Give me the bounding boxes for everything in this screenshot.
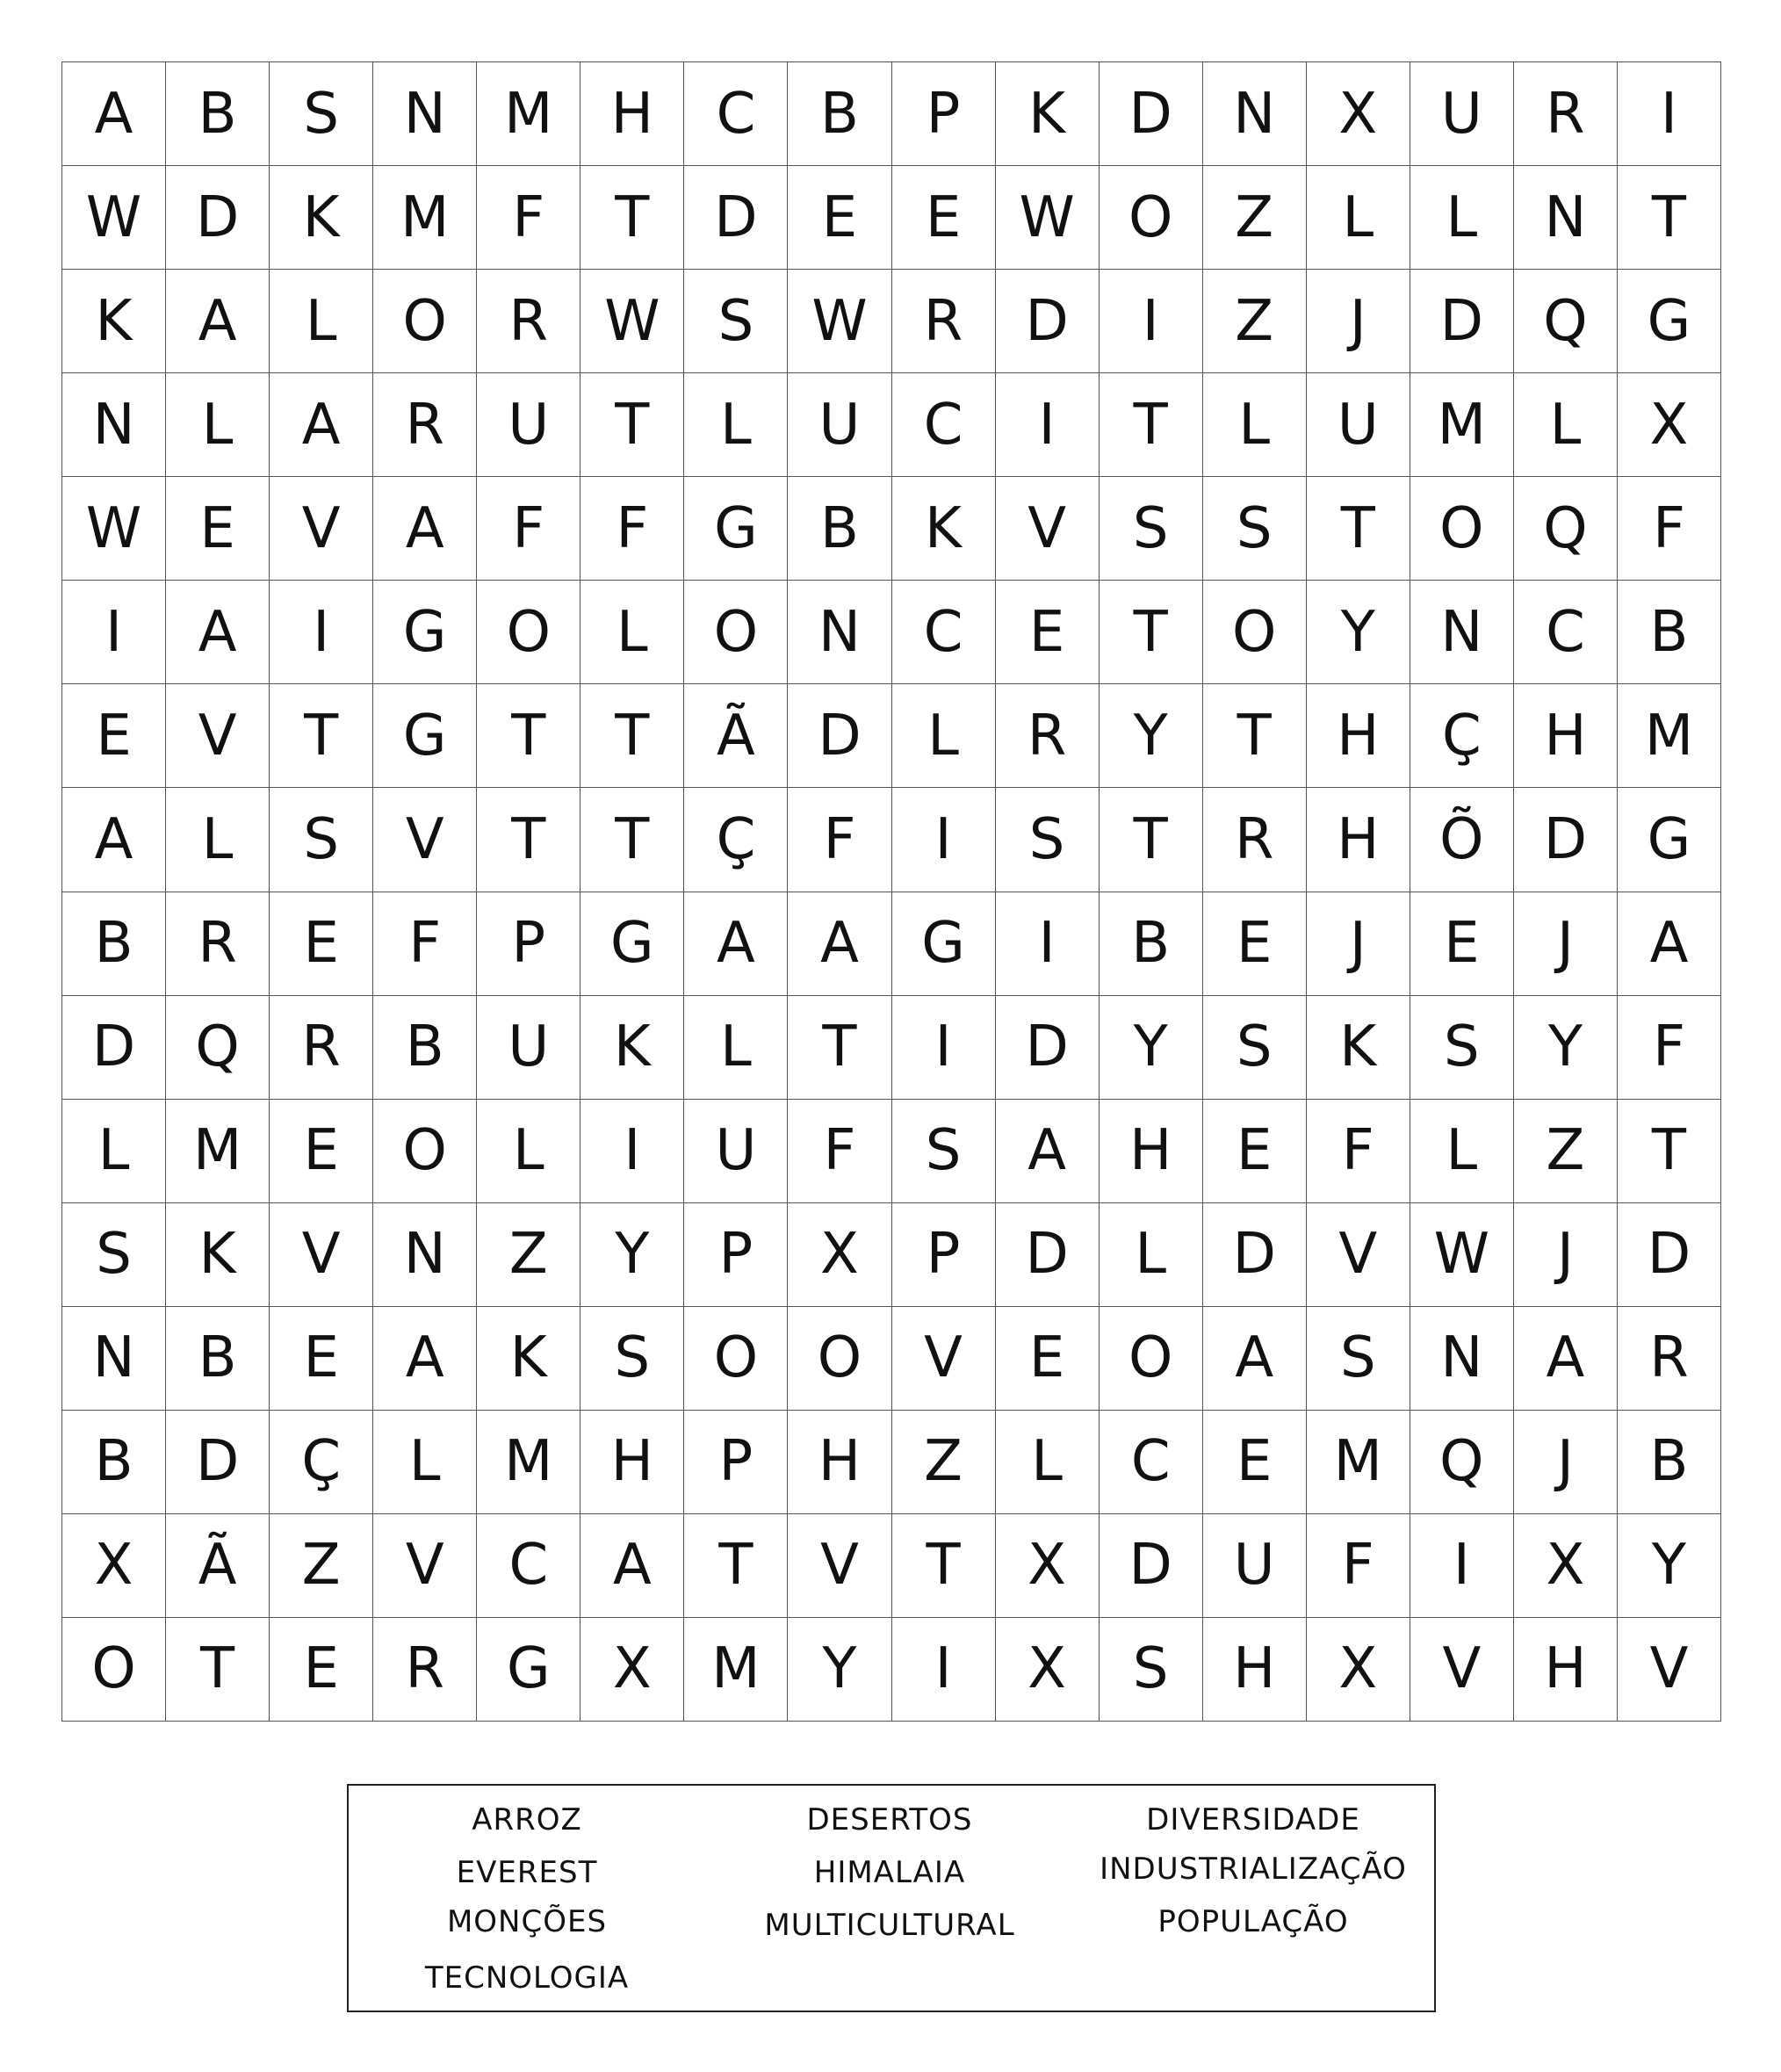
grid-cell[interactable]: M xyxy=(477,1411,580,1514)
grid-cell[interactable]: D xyxy=(1100,62,1203,166)
grid-cell[interactable]: D xyxy=(996,1203,1100,1307)
grid-cell[interactable]: Ã xyxy=(684,684,788,788)
grid-cell[interactable]: O xyxy=(1203,581,1307,684)
grid-cell[interactable]: K xyxy=(477,1307,580,1411)
grid-cell[interactable]: M xyxy=(373,166,477,270)
grid-cell[interactable]: K xyxy=(996,62,1100,166)
grid-cell[interactable]: O xyxy=(373,270,477,373)
grid-cell[interactable]: U xyxy=(477,996,580,1100)
grid-cell[interactable]: S xyxy=(580,1307,684,1411)
grid-cell[interactable]: D xyxy=(166,166,270,270)
grid-cell[interactable]: N xyxy=(1514,166,1618,270)
grid-cell[interactable]: L xyxy=(1410,166,1514,270)
grid-cell[interactable]: D xyxy=(996,996,1100,1100)
grid-cell[interactable]: S xyxy=(684,270,788,373)
grid-cell[interactable]: F xyxy=(1307,1100,1410,1203)
grid-cell[interactable]: H xyxy=(1514,684,1618,788)
grid-cell[interactable]: X xyxy=(1307,1618,1410,1722)
grid-cell[interactable]: H xyxy=(580,62,684,166)
grid-cell[interactable]: D xyxy=(788,684,891,788)
word-list-item: ARROZ xyxy=(472,1802,582,1837)
grid-cell[interactable]: M xyxy=(1307,1411,1410,1514)
grid-cell[interactable]: C xyxy=(892,373,996,477)
letter-grid xyxy=(61,61,1721,1722)
grid-cell[interactable]: U xyxy=(1203,1514,1307,1618)
grid-cell[interactable]: S xyxy=(996,788,1100,892)
grid-cell[interactable]: U xyxy=(1410,62,1514,166)
grid-cell[interactable]: M xyxy=(1618,684,1721,788)
grid-cell[interactable]: R xyxy=(1203,788,1307,892)
grid-cell[interactable]: T xyxy=(580,373,684,477)
grid-cell[interactable]: O xyxy=(373,1100,477,1203)
grid-cell[interactable]: A xyxy=(270,373,373,477)
grid-cell[interactable]: I xyxy=(580,1100,684,1203)
grid-cell[interactable]: Y xyxy=(1100,996,1203,1100)
grid-cell[interactable]: L xyxy=(1100,1203,1203,1307)
grid-cell[interactable]: T xyxy=(684,1514,788,1618)
grid-cell[interactable]: L xyxy=(684,373,788,477)
grid-cell[interactable]: N xyxy=(1410,581,1514,684)
grid-cell[interactable]: I xyxy=(62,581,166,684)
grid-cell[interactable]: T xyxy=(477,684,580,788)
grid-cell[interactable]: Y xyxy=(1100,684,1203,788)
grid-cell[interactable]: Y xyxy=(1307,581,1410,684)
grid-cell[interactable]: R xyxy=(1514,62,1618,166)
grid-cell[interactable]: Y xyxy=(580,1203,684,1307)
grid-cell[interactable]: Z xyxy=(892,1411,996,1514)
grid-cell[interactable]: G xyxy=(373,581,477,684)
grid-cell[interactable]: B xyxy=(166,62,270,166)
grid-cell[interactable]: E xyxy=(270,1618,373,1722)
grid-cell[interactable]: H xyxy=(580,1411,684,1514)
grid-cell[interactable]: J xyxy=(1514,892,1618,996)
grid-cell[interactable]: L xyxy=(373,1411,477,1514)
grid-cell[interactable]: O xyxy=(477,581,580,684)
grid-cell[interactable]: T xyxy=(477,788,580,892)
grid-cell[interactable]: B xyxy=(788,62,891,166)
grid-cell[interactable]: J xyxy=(1307,892,1410,996)
word-list-item: DESERTOS xyxy=(806,1802,973,1837)
grid-cell[interactable]: H xyxy=(1203,1618,1307,1722)
grid-cell[interactable]: F xyxy=(1307,1514,1410,1618)
grid-cell[interactable]: X xyxy=(580,1618,684,1722)
grid-cell[interactable]: B xyxy=(62,1411,166,1514)
grid-cell[interactable]: C xyxy=(892,581,996,684)
grid-cell[interactable]: L xyxy=(166,373,270,477)
grid-cell[interactable]: A xyxy=(166,581,270,684)
grid-cell[interactable]: U xyxy=(788,373,891,477)
grid-cell[interactable]: W xyxy=(62,477,166,581)
grid-cell[interactable]: T xyxy=(1100,788,1203,892)
grid-cell[interactable]: B xyxy=(373,996,477,1100)
grid-cell[interactable]: S xyxy=(270,62,373,166)
grid-cell[interactable]: W xyxy=(580,270,684,373)
word-list-item: MONÇÕES xyxy=(446,1904,608,1939)
grid-cell[interactable]: I xyxy=(1618,62,1721,166)
word-list-item: DIVERSIDADE xyxy=(1146,1802,1360,1837)
grid-cell[interactable]: G xyxy=(1618,788,1721,892)
grid-cell[interactable]: K xyxy=(270,166,373,270)
grid-cell[interactable]: Z xyxy=(1203,166,1307,270)
grid-cell[interactable]: E xyxy=(1203,892,1307,996)
grid-cell[interactable]: V xyxy=(996,477,1100,581)
grid-cell[interactable]: I xyxy=(996,892,1100,996)
grid-cell[interactable]: A xyxy=(373,1307,477,1411)
grid-cell[interactable]: V xyxy=(892,1307,996,1411)
grid-cell[interactable]: Z xyxy=(1514,1100,1618,1203)
word-list-item: MULTICULTURAL xyxy=(764,1908,1015,1943)
grid-cell[interactable]: V xyxy=(166,684,270,788)
grid-cell[interactable]: E xyxy=(166,477,270,581)
grid-cell[interactable]: Q xyxy=(166,996,270,1100)
grid-cell[interactable]: T xyxy=(1100,581,1203,684)
grid-cell[interactable]: U xyxy=(477,373,580,477)
grid-cell[interactable]: X xyxy=(1618,373,1721,477)
grid-cell[interactable]: M xyxy=(166,1100,270,1203)
grid-cell[interactable]: Z xyxy=(477,1203,580,1307)
grid-cell[interactable]: A xyxy=(788,892,891,996)
grid-cell[interactable]: B xyxy=(62,892,166,996)
grid-cell[interactable]: E xyxy=(270,892,373,996)
grid-cell[interactable]: D xyxy=(684,166,788,270)
grid-cell[interactable]: O xyxy=(62,1618,166,1722)
grid-cell[interactable]: L xyxy=(166,788,270,892)
grid-cell[interactable]: X xyxy=(1307,62,1410,166)
grid-cell[interactable]: R xyxy=(373,373,477,477)
grid-cell[interactable]: W xyxy=(996,166,1100,270)
grid-cell[interactable]: V xyxy=(270,1203,373,1307)
grid-cell[interactable]: M xyxy=(684,1618,788,1722)
grid-cell[interactable]: R xyxy=(373,1618,477,1722)
grid-cell[interactable]: D xyxy=(1410,270,1514,373)
grid-cell[interactable]: J xyxy=(1514,1411,1618,1514)
grid-cell[interactable]: G xyxy=(892,892,996,996)
grid-cell[interactable]: N xyxy=(62,1307,166,1411)
word-list-item: EVEREST xyxy=(456,1855,598,1890)
grid-cell[interactable]: E xyxy=(270,1307,373,1411)
grid-cell[interactable]: H xyxy=(788,1411,891,1514)
grid-cell[interactable]: R xyxy=(892,270,996,373)
grid-cell[interactable]: T xyxy=(1618,1100,1721,1203)
grid-cell[interactable]: Z xyxy=(270,1514,373,1618)
grid-cell[interactable]: L xyxy=(477,1100,580,1203)
grid-cell[interactable]: T xyxy=(580,166,684,270)
grid-cell[interactable]: M xyxy=(1410,373,1514,477)
grid-cell[interactable]: L xyxy=(1514,373,1618,477)
grid-cell[interactable]: A xyxy=(1203,1307,1307,1411)
grid-cell[interactable]: O xyxy=(1100,1307,1203,1411)
grid-cell[interactable]: F xyxy=(477,477,580,581)
grid-cell[interactable]: A xyxy=(373,477,477,581)
word-list-box xyxy=(347,1784,1436,2012)
grid-cell[interactable]: P xyxy=(892,1203,996,1307)
grid-cell[interactable]: T xyxy=(580,684,684,788)
grid-cell[interactable]: B xyxy=(1100,892,1203,996)
grid-cell[interactable]: Q xyxy=(1410,1411,1514,1514)
grid-cell[interactable]: R xyxy=(1618,1307,1721,1411)
grid-cell[interactable]: R xyxy=(166,892,270,996)
grid-cell[interactable]: G xyxy=(477,1618,580,1722)
grid-cell[interactable]: P xyxy=(477,892,580,996)
grid-cell[interactable]: I xyxy=(892,996,996,1100)
grid-cell[interactable]: I xyxy=(270,581,373,684)
grid-cell[interactable]: P xyxy=(892,62,996,166)
grid-cell[interactable]: G xyxy=(373,684,477,788)
grid-cell[interactable]: S xyxy=(270,788,373,892)
grid-cell[interactable]: D xyxy=(1203,1203,1307,1307)
grid-cell[interactable]: F xyxy=(788,1100,891,1203)
grid-cell[interactable]: X xyxy=(1514,1514,1618,1618)
grid-cell[interactable]: L xyxy=(1307,166,1410,270)
grid-cell[interactable]: N xyxy=(1410,1307,1514,1411)
grid-cell[interactable]: E xyxy=(1203,1411,1307,1514)
grid-cell[interactable]: V xyxy=(270,477,373,581)
grid-cell[interactable]: E xyxy=(788,166,891,270)
grid-cell[interactable]: E xyxy=(1410,892,1514,996)
grid-cell[interactable]: S xyxy=(62,1203,166,1307)
grid-cell[interactable]: W xyxy=(788,270,891,373)
grid-cell[interactable]: T xyxy=(270,684,373,788)
word-list-item: POPULAÇÃO xyxy=(1157,1904,1349,1939)
grid-cell[interactable]: D xyxy=(1618,1203,1721,1307)
grid-cell[interactable]: T xyxy=(1618,166,1721,270)
grid-cell[interactable]: A xyxy=(996,1100,1100,1203)
grid-cell[interactable]: B xyxy=(788,477,891,581)
grid-cell[interactable]: K xyxy=(892,477,996,581)
grid-cell[interactable]: N xyxy=(1203,62,1307,166)
grid-cell[interactable]: D xyxy=(166,1411,270,1514)
grid-cell[interactable]: A xyxy=(1514,1307,1618,1411)
grid-cell[interactable]: K xyxy=(62,270,166,373)
grid-cell[interactable]: K xyxy=(1307,996,1410,1100)
grid-cell[interactable]: M xyxy=(477,62,580,166)
grid-cell[interactable]: E xyxy=(892,166,996,270)
grid-cell[interactable]: I xyxy=(892,788,996,892)
grid-cell[interactable]: V xyxy=(1307,1203,1410,1307)
grid-cell[interactable]: F xyxy=(1618,996,1721,1100)
grid-cell[interactable]: G xyxy=(1618,270,1721,373)
grid-cell[interactable]: X xyxy=(996,1618,1100,1722)
grid-cell[interactable]: B xyxy=(1618,581,1721,684)
grid-cell[interactable]: R xyxy=(996,684,1100,788)
grid-cell[interactable]: Ã xyxy=(166,1514,270,1618)
grid-cell[interactable]: Ç xyxy=(270,1411,373,1514)
grid-cell[interactable]: D xyxy=(1514,788,1618,892)
grid-cell[interactable]: O xyxy=(684,1307,788,1411)
grid-cell[interactable]: T xyxy=(166,1618,270,1722)
word-list-item: TECNOLOGIA xyxy=(424,1960,630,1996)
grid-cell[interactable]: T xyxy=(1100,373,1203,477)
word-list-item: INDUSTRIALIZAÇÃO xyxy=(1100,1852,1407,1887)
grid-cell[interactable]: W xyxy=(62,166,166,270)
grid-cell[interactable]: R xyxy=(477,270,580,373)
grid-cell[interactable]: V xyxy=(1618,1618,1721,1722)
grid-cell[interactable]: S xyxy=(1203,477,1307,581)
grid-cell[interactable]: X xyxy=(62,1514,166,1618)
grid-cell[interactable]: T xyxy=(1203,684,1307,788)
grid-cell[interactable]: C xyxy=(1514,581,1618,684)
grid-cell[interactable]: U xyxy=(1307,373,1410,477)
grid-cell[interactable]: E xyxy=(270,1100,373,1203)
grid-cell[interactable]: C xyxy=(684,62,788,166)
grid-cell[interactable]: N xyxy=(373,1203,477,1307)
grid-cell[interactable]: S xyxy=(1203,996,1307,1100)
grid-cell[interactable]: L xyxy=(270,270,373,373)
grid-cell[interactable]: I xyxy=(1410,1514,1514,1618)
grid-cell[interactable]: D xyxy=(996,270,1100,373)
grid-cell[interactable]: L xyxy=(684,996,788,1100)
grid-cell[interactable]: L xyxy=(1410,1100,1514,1203)
grid-cell[interactable]: G xyxy=(684,477,788,581)
grid-cell[interactable]: N xyxy=(373,62,477,166)
grid-cell[interactable]: F xyxy=(373,892,477,996)
grid-cell[interactable]: V xyxy=(1410,1618,1514,1722)
grid-cell[interactable]: P xyxy=(684,1411,788,1514)
grid-cell[interactable]: V xyxy=(373,1514,477,1618)
grid-cell[interactable]: T xyxy=(580,788,684,892)
grid-cell[interactable]: O xyxy=(1410,477,1514,581)
grid-cell[interactable]: N xyxy=(62,373,166,477)
grid-cell[interactable]: Z xyxy=(1203,270,1307,373)
grid-cell[interactable]: X xyxy=(788,1203,891,1307)
grid-cell[interactable]: F xyxy=(1618,477,1721,581)
grid-cell[interactable]: X xyxy=(996,1514,1100,1618)
grid-cell[interactable]: O xyxy=(788,1307,891,1411)
grid-cell[interactable]: N xyxy=(788,581,891,684)
grid-cell[interactable]: H xyxy=(1100,1100,1203,1203)
grid-cell[interactable]: S xyxy=(892,1100,996,1203)
grid-cell[interactable]: Y xyxy=(1514,996,1618,1100)
grid-cell[interactable]: S xyxy=(1100,1618,1203,1722)
grid-cell[interactable]: A xyxy=(166,270,270,373)
grid-cell[interactable]: Y xyxy=(788,1618,891,1722)
grid-cell[interactable]: A xyxy=(1618,892,1721,996)
grid-cell[interactable]: R xyxy=(270,996,373,1100)
grid-cell[interactable]: P xyxy=(684,1203,788,1307)
word-list-item: HIMALAIA xyxy=(813,1855,966,1890)
grid-cell[interactable]: L xyxy=(62,1100,166,1203)
grid-cell[interactable]: B xyxy=(1618,1411,1721,1514)
grid-cell[interactable]: S xyxy=(1100,477,1203,581)
grid-cell[interactable]: C xyxy=(477,1514,580,1618)
grid-cell[interactable]: Ç xyxy=(1410,684,1514,788)
grid-cell[interactable]: D xyxy=(62,996,166,1100)
grid-cell[interactable]: F xyxy=(580,477,684,581)
grid-cell[interactable]: Q xyxy=(1514,477,1618,581)
grid-cell[interactable]: Ç xyxy=(684,788,788,892)
grid-cell[interactable]: H xyxy=(1307,684,1410,788)
grid-cell[interactable]: F xyxy=(788,788,891,892)
grid-cell[interactable]: Q xyxy=(1514,270,1618,373)
grid-cell[interactable]: W xyxy=(1410,1203,1514,1307)
grid-cell[interactable]: O xyxy=(1100,166,1203,270)
grid-cell[interactable]: E xyxy=(996,1307,1100,1411)
grid-cell[interactable]: A xyxy=(62,788,166,892)
grid-cell[interactable]: G xyxy=(580,892,684,996)
grid-cell[interactable]: J xyxy=(1514,1203,1618,1307)
grid-cell[interactable]: B xyxy=(166,1307,270,1411)
grid-cell[interactable]: L xyxy=(996,1411,1100,1514)
grid-cell[interactable]: V xyxy=(788,1514,891,1618)
grid-cell[interactable]: H xyxy=(1514,1618,1618,1722)
grid-cell[interactable]: Y xyxy=(1618,1514,1721,1618)
grid-cell[interactable]: I xyxy=(1100,270,1203,373)
grid-cell[interactable]: L xyxy=(580,581,684,684)
grid-cell[interactable]: H xyxy=(1307,788,1410,892)
grid-cell[interactable]: I xyxy=(892,1618,996,1722)
grid-cell[interactable]: I xyxy=(996,373,1100,477)
grid-cell[interactable]: K xyxy=(166,1203,270,1307)
grid-cell[interactable]: L xyxy=(1203,373,1307,477)
grid-cell[interactable]: E xyxy=(62,684,166,788)
grid-cell[interactable]: S xyxy=(1307,1307,1410,1411)
grid-cell[interactable]: T xyxy=(1307,477,1410,581)
grid-cell[interactable]: V xyxy=(373,788,477,892)
grid-cell[interactable]: J xyxy=(1307,270,1410,373)
grid-cell[interactable]: O xyxy=(684,581,788,684)
grid-cell[interactable]: E xyxy=(1203,1100,1307,1203)
grid-cell[interactable]: A xyxy=(580,1514,684,1618)
grid-cell[interactable]: T xyxy=(788,996,891,1100)
grid-cell[interactable]: Õ xyxy=(1410,788,1514,892)
grid-cell[interactable]: L xyxy=(892,684,996,788)
grid-cell[interactable]: C xyxy=(1100,1411,1203,1514)
grid-cell[interactable]: F xyxy=(477,166,580,270)
grid-cell[interactable]: A xyxy=(62,62,166,166)
grid-cell[interactable]: S xyxy=(1410,996,1514,1100)
grid-cell[interactable]: D xyxy=(1100,1514,1203,1618)
grid-cell[interactable]: A xyxy=(684,892,788,996)
grid-cell[interactable]: U xyxy=(684,1100,788,1203)
grid-cell[interactable]: E xyxy=(996,581,1100,684)
grid-cell[interactable]: T xyxy=(892,1514,996,1618)
grid-cell[interactable]: K xyxy=(580,996,684,1100)
